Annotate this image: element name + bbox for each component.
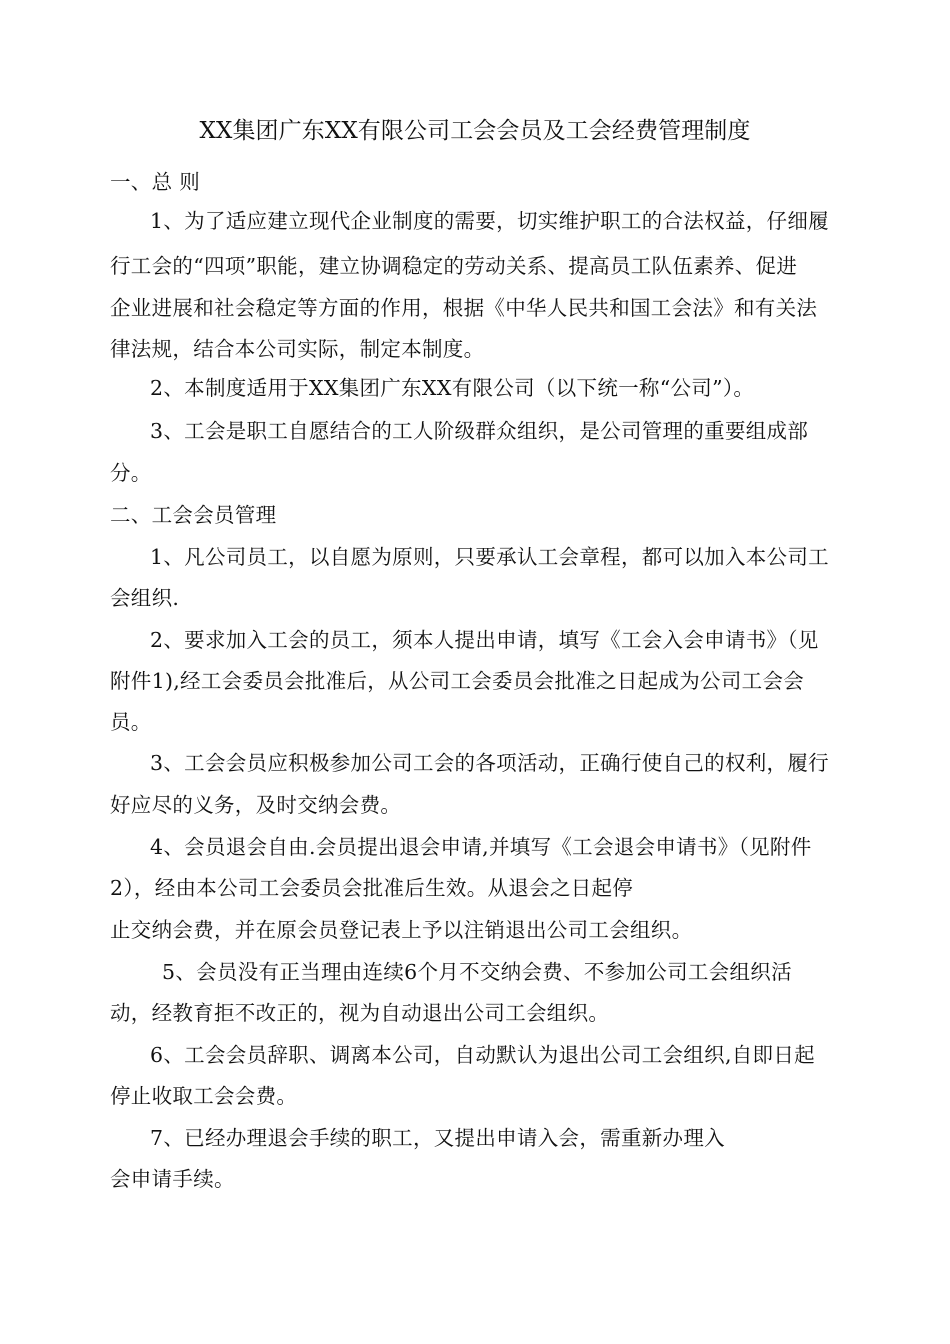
paragraph-line: 律法规，结合本公司实际，制定本制度。 [110, 337, 485, 361]
paragraph-line: 止交纳会费，并在原会员登记表上予以注销退出公司工会组织。 [110, 918, 693, 942]
paragraph-line: 1、为了适应建立现代企业制度的需要，切实维护职工的合法权益，仔细履 [150, 209, 829, 233]
paragraph-line: 动，经教育拒不改正的，视为自动退出公司工会组织。 [110, 1001, 610, 1025]
paragraph-line: 企业进展和社会稳定等方面的作用，根据《中华人民共和国工会法》和有关法 [110, 296, 818, 320]
paragraph-line: 3、工会是职工自愿结合的工人阶级群众组织，是公司管理的重要组成部 [150, 419, 809, 443]
paragraph-line: 分。 [110, 461, 152, 485]
document-title: XX集团广东XX有限公司工会会员及工会经费管理制度 [199, 118, 751, 144]
paragraph-line: 会申请手续。 [110, 1167, 235, 1191]
paragraph-line: 好应尽的义务，及时交纳会费。 [110, 793, 402, 817]
paragraph-line: 停止收取工会会费。 [110, 1084, 298, 1108]
paragraph-line: 员。 [110, 710, 152, 734]
paragraph-line: 5、会员没有正当理由连续6个月不交纳会费、不参加公司工会组织活 [162, 960, 792, 984]
paragraph-line: 行工会的“四项”职能，建立协调稳定的劳动关系、提高员工队伍素养、促进 [110, 254, 798, 278]
paragraph-line: 7、已经办理退会手续的职工，又提出申请入会，需重新办理入 [150, 1126, 725, 1150]
section-heading-membership: 二、工会会员管理 [110, 503, 277, 527]
paragraph-line: 2、本制度适用于XX集团广东XX有限公司（以下统一称“公司”）。 [150, 376, 755, 400]
paragraph-line: 2），经由本公司工会委员会批准后生效。从退会之日起停 [110, 876, 634, 900]
paragraph-line: 附件1),经工会委员会批准后，从公司工会委员会批准之日起成为公司工会会 [110, 669, 805, 693]
paragraph-line: 会组织. [110, 586, 180, 610]
paragraph-line: 1、凡公司员工，以自愿为原则，只要承认工会章程，都可以加入本公司工 [150, 545, 829, 569]
paragraph-line: 3、工会会员应积极参加公司工会的各项活动，正确行使自己的权利，履行 [150, 751, 829, 775]
paragraph-line: 4、会员退会自由.会员提出退会申请,并填写《工会退会申请书》（见附件 [150, 835, 812, 859]
section-heading-general: 一、总 则 [110, 170, 201, 194]
paragraph-line: 2、要求加入工会的员工，须本人提出申请，填写《工会入会申请书》（见 [150, 628, 819, 652]
paragraph-line: 6、工会会员辞职、调离本公司，自动默认为退出公司工会组织,自即日起 [150, 1043, 815, 1067]
